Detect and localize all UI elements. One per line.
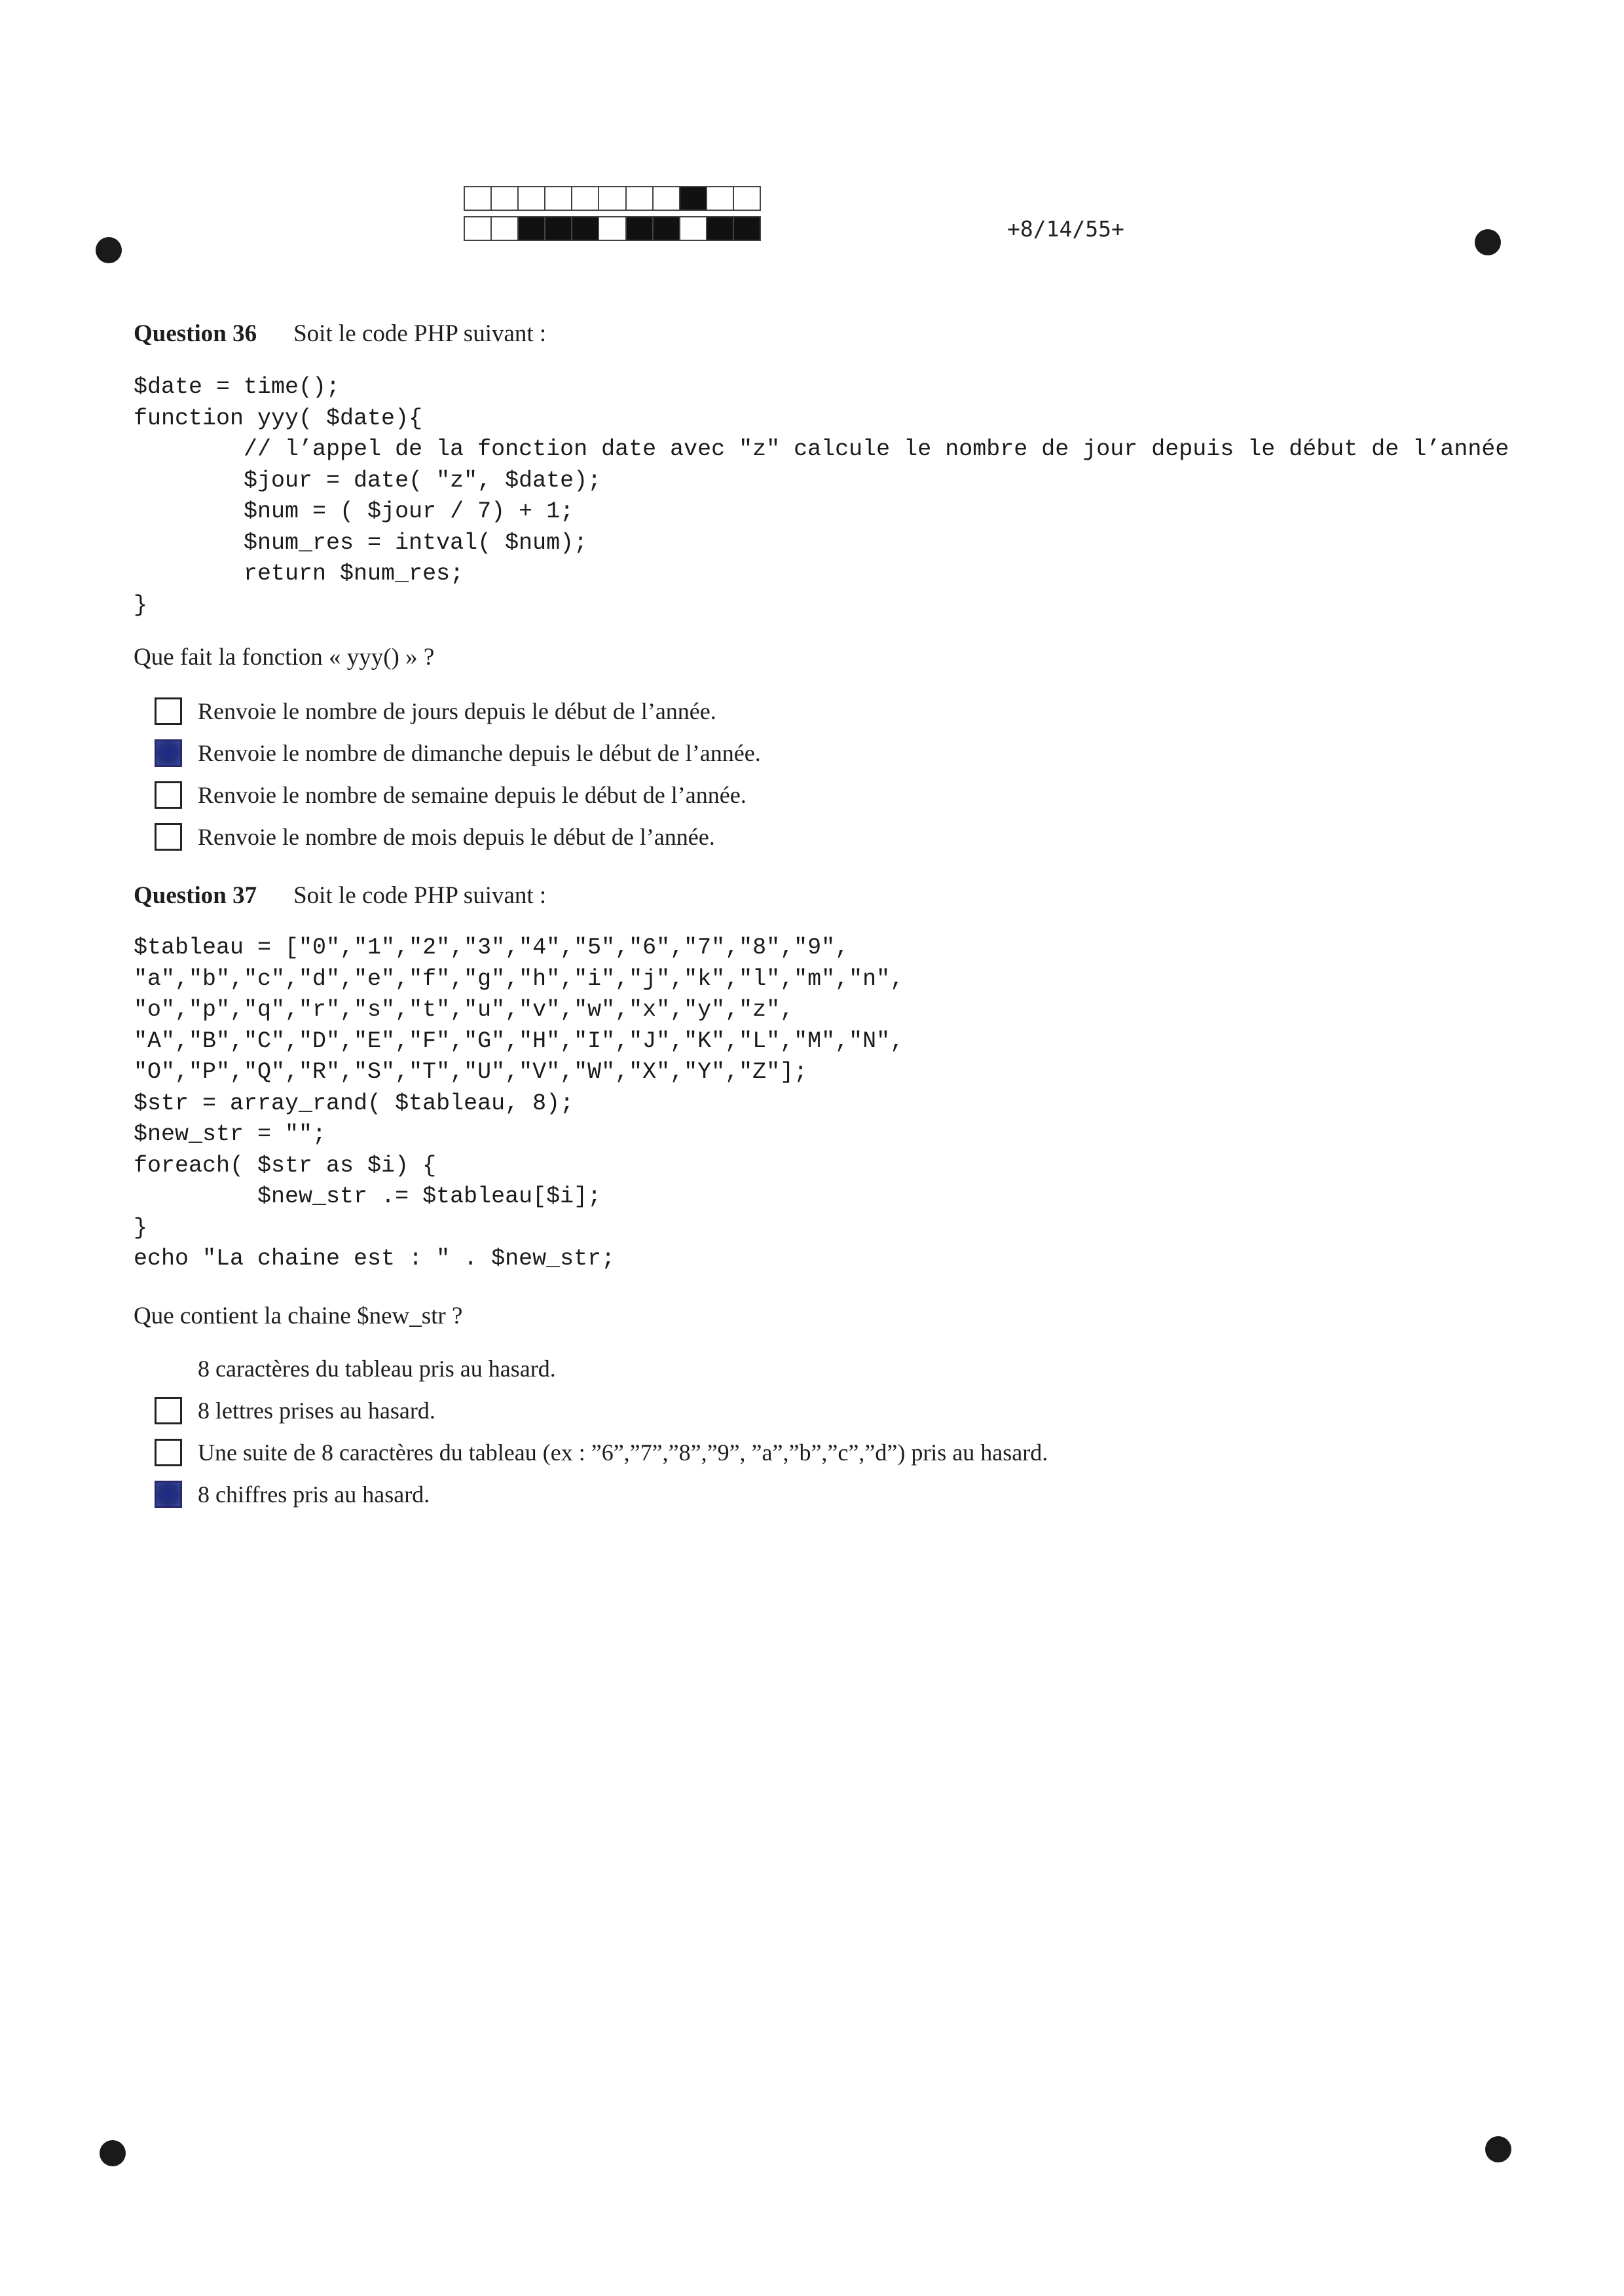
barcode-cell [517,186,545,211]
barcode-cell [625,216,654,241]
question-37-prompt: Que contient la chaine $new_str ? [134,1303,463,1329]
page-barcode [464,186,760,246]
barcode-row [464,216,760,241]
checkbox[interactable] [155,823,182,851]
barcode-cell [598,216,626,241]
answer-option-label: 8 caractères du tableau pris au hasard. [198,1356,556,1382]
question-number: Question 37 [134,882,257,909]
question-36-options [155,690,761,858]
question-36-code: $date = time(); function yyy( $date){ // l’appel de la fonction date avec "z" calcule le nombre de jour depuis le début de l’année $jour = date( "z", $date); $num = ( $jour / 7) + 1; $num_res = intval( $num); return $num_res; } [134,374,1509,618]
barcode-cell [706,186,734,211]
answer-option-label: Renvoie le nombre de jours depuis le début de l’année. [198,698,716,724]
checkbox [155,1355,182,1382]
page-identifier: +8/14/55+ [1007,216,1124,242]
checkbox[interactable] [155,781,182,809]
answer-option-label: 8 chiffres pris au hasard. [198,1481,430,1508]
answer-option[interactable] [155,1473,1048,1515]
answer-option-label: Renvoie le nombre de mois depuis le début de l’année. [198,824,715,850]
answer-option[interactable] [155,1348,1048,1390]
barcode-cell [517,216,545,241]
registration-dot-top-left [96,237,122,263]
checkbox-filled[interactable] [155,739,182,767]
barcode-cell [652,186,680,211]
answer-option[interactable] [155,774,761,816]
question-37-code: $tableau = ["0","1","2","3","4","5","6","7","8","9", "a","b","c","d","e","f","g","h","i","j","k","l","m","n", "o","p","q","r","s","t","u","v","w","x","y","z", "A","B","C","D","E","F","G","H","I","J","K","L","M","N", "O","P","Q","R","S","T","U","V","W","X","Y","Z"]; $str = array_rand( $tableau, 8); $new_str = ""; foreach( $str as $i) { $new_str .= $tableau[$i]; } echo "La chaine est : " . $new_str; [134,935,904,1272]
question-intro: Soit le code PHP suivant : [293,882,547,909]
answer-option-label: Une suite de 8 caractères du tableau (ex : ”6”,”7”,”8”,”9”, ”a”,”b”,”c”,”d”) pris au hasard. [198,1439,1048,1466]
answer-option[interactable] [155,1390,1048,1432]
barcode-cell [733,216,761,241]
question-intro: Soit le code PHP suivant : [293,320,547,347]
barcode-cell [544,186,572,211]
barcode-cell [464,186,492,211]
barcode-cell [571,186,599,211]
barcode-cell [464,216,492,241]
registration-dot-top-right [1475,229,1501,255]
registration-dot-bottom-left [100,2140,126,2166]
barcode-cell [544,216,572,241]
checkbox-filled[interactable] [155,1481,182,1508]
barcode-cell [679,216,707,241]
answer-option[interactable] [155,732,761,774]
barcode-cell [490,186,519,211]
barcode-cell [625,186,654,211]
barcode-cell [652,216,680,241]
barcode-cell [706,216,734,241]
barcode-cell [733,186,761,211]
barcode-cell [598,186,626,211]
question-36-prompt: Que fait la fonction « yyy() » ? [134,644,435,671]
answer-option[interactable] [155,816,761,858]
checkbox[interactable] [155,1397,182,1424]
answer-option[interactable] [155,690,761,732]
registration-dot-bottom-right [1485,2136,1511,2162]
barcode-cell [490,216,519,241]
barcode-cell [571,216,599,241]
question-number: Question 36 [134,320,257,347]
answer-option[interactable] [155,1432,1048,1473]
barcode-cell [679,186,707,211]
checkbox[interactable] [155,697,182,725]
answer-option-label: Renvoie le nombre de dimanche depuis le début de l’année. [198,740,761,766]
checkbox[interactable] [155,1439,182,1466]
barcode-row [464,186,760,211]
answer-option-label: 8 lettres prises au hasard. [198,1398,435,1424]
question-37-options [155,1348,1048,1515]
question-37-header [134,881,546,910]
answer-option-label: Renvoie le nombre de semaine depuis le début de l’année. [198,782,747,808]
question-36-header [134,320,546,348]
